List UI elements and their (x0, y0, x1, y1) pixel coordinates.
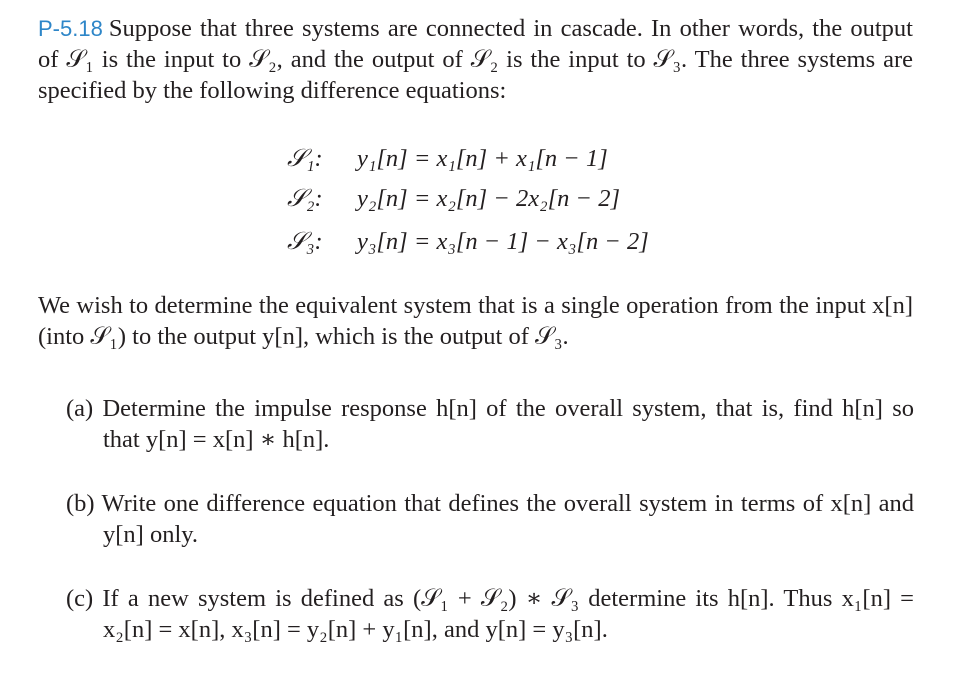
eq-expr-1: y₁[n] = x₁[n] + x₁[n − 1] (357, 145, 608, 172)
eq-expr-2: y₂[n] = x₂[n] − 2x₂[n − 2] (357, 185, 620, 212)
wish-line-1 (38, 291, 913, 321)
intro-text-1: Suppose that three systems are connected in cascade. In other words, the output (108, 15, 913, 42)
part-c-text-2: x₂[n] = x[n], x₃[n] = y₂[n] + y₁[n], and y[n] = y₃[n]. (103, 616, 608, 643)
intro-text-2: of 𝒮₁ is the input to 𝒮₂, and the output of 𝒮₂ is the input to 𝒮₃. The three systems are (38, 46, 913, 73)
intro-line-2 (38, 45, 913, 75)
part-b-line-2 (103, 520, 198, 550)
eq-system-3: 𝒮₃: (287, 228, 323, 255)
problem-label: P-5.18 (38, 16, 103, 41)
part-c-text-1: (c) If a new system is defined as (𝒮₁ + 𝒮₂) ∗ 𝒮₃ determine its h[n]. Thus x₁[n] = (66, 585, 914, 612)
part-a-text-2: that y[n] = x[n] ∗ h[n]. (103, 426, 330, 453)
part-a-line-1 (66, 394, 914, 424)
part-c-line-1 (66, 584, 914, 614)
part-c-line-2 (103, 615, 608, 645)
part-b-text-2: y[n] only. (103, 521, 199, 548)
intro-line-1 (38, 14, 913, 44)
part-b-text-1: (b) Write one difference equation that defines the overall system in terms of x[n] and (66, 490, 914, 517)
wish-line-2 (38, 322, 569, 352)
eq-expr-3: y₃[n] = x₃[n − 1] − x₃[n − 2] (357, 228, 649, 255)
eq-system-1: 𝒮₁: (287, 145, 323, 172)
intro-line-3 (38, 76, 506, 106)
part-a-text-1: (a) Determine the impulse response h[n] of the overall system, that is, find h[n] so (66, 395, 914, 422)
part-b-line-1 (66, 489, 914, 519)
intro-text-3: specified by the following difference equations: (38, 77, 507, 104)
wish-text-1: We wish to determine the equivalent system that is a single operation from the input x[n] (38, 292, 913, 319)
part-a-line-2 (103, 425, 329, 455)
wish-text-2: (into 𝒮₁) to the output y[n], which is the output of 𝒮₃. (38, 323, 569, 350)
eq-system-2: 𝒮₂: (287, 185, 323, 212)
